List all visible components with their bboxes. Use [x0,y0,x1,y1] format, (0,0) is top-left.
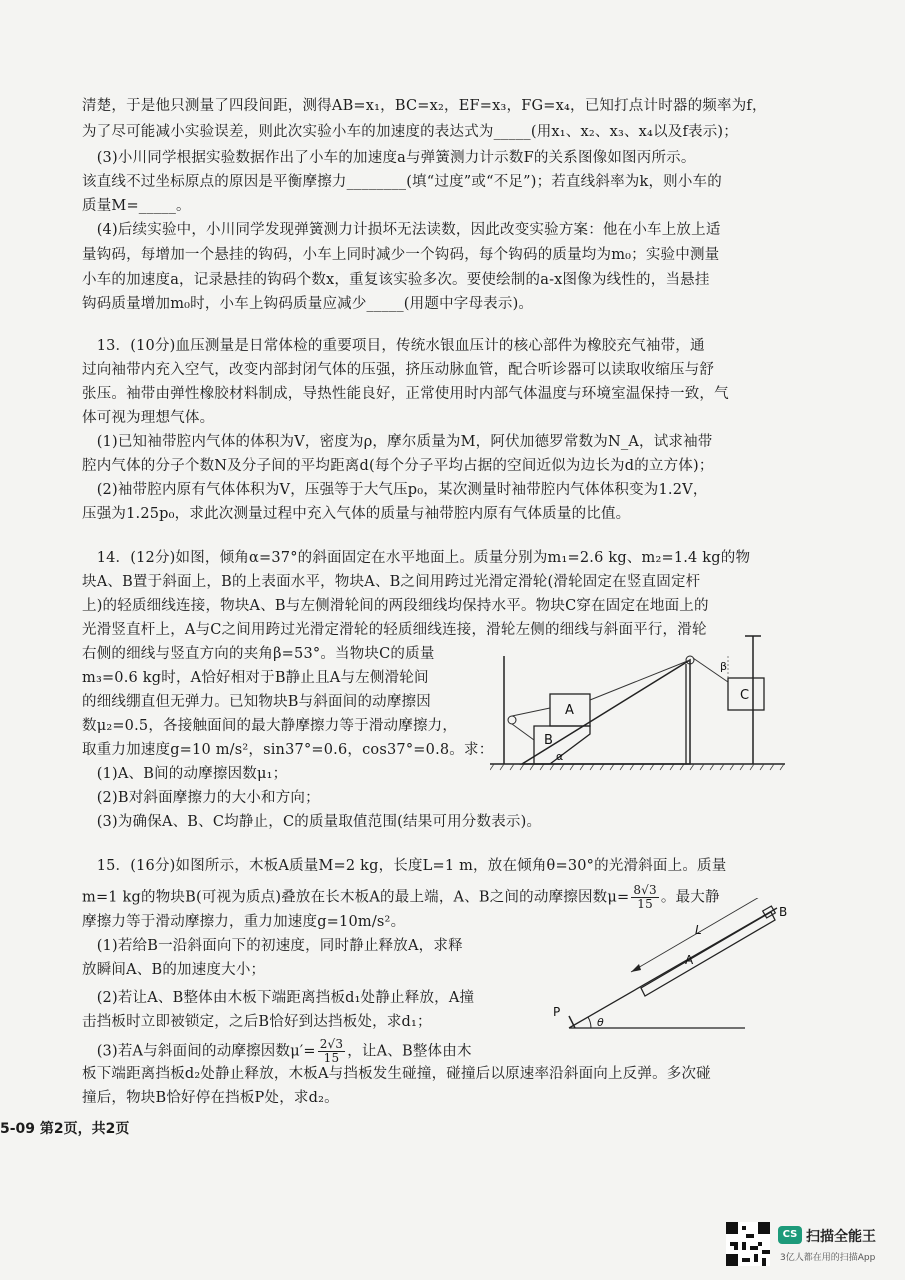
text-line [82,1038,472,1065]
text-line: 的细线绷直但无弹力。已知物块B与斜面间的动摩擦因 [82,694,431,710]
text-line: (2)袖带腔内原有气体体积为V，压强等于大气压p₀，某次测量时袖带腔内气体体积变为1.2V， [82,482,708,498]
text-line: 摩擦力等于滑动摩擦力，重力加速度g=10m/s²。 [82,914,406,930]
string-b [512,724,534,740]
text-line: 15．(16分)如图所示，木板A质量M=2 kg，长度L=1 m，放在倾角θ=30°的光滑斜面上。质量 [82,858,727,874]
label-beta: β [720,660,728,673]
text-line: 块A、B置于斜面上，B的上表面水平，物块A、B之间用跨过光滑定滑轮(滑轮固定在竖直固定杆 [82,574,701,590]
text-segment: 。最大静 [660,889,720,906]
text-segment: (3)若A与斜面间的动摩擦因数μ′= [82,1043,316,1060]
text-line: (1)若给B一沿斜面向下的初速度，同时静止释放A，求释 [82,938,463,954]
string-a [512,708,550,716]
incline [522,660,690,764]
text-line: (1)已知袖带腔内气体的体积为V，密度为ρ，摩尔质量为M，阿伏加德罗常数为N_A，试求袖带 [82,434,713,450]
text-line: (3)小川同学根据实验数据作出了小车的加速度a与弹簧测力计示数F的关系图像如图丙所示。 [82,150,696,166]
page-footer: 5-09 第2页，共2页 [0,1121,130,1137]
qr-code [726,1222,770,1266]
text-line: 张压。袖带由弹性橡胶材料制成，导热性能良好，正常使用时内部气体温度与环境室温保持一致，气 [82,386,729,402]
label-a: A [565,703,574,718]
text-line: 该直线不过坐标原点的原因是平衡摩擦力________(填“过度”或“不足”)；若直线斜率为k，则小车的 [82,174,722,190]
text-line: 上)的轻质细线连接，物块A、B与左侧滑轮间的两段细线均保持水平。物块C穿在固定在地面上的 [82,598,709,614]
left-pulley [508,716,516,724]
text-line: (1)A、B间的动摩擦因数μ₁； [82,766,288,782]
text-line: 放瞬间A、B的加速度大小； [82,962,266,978]
text-line: 质量M=_____。 [82,198,191,214]
text-line: 数μ₂=0.5，各接触面间的最大静摩擦力等于滑动摩擦力， [82,718,458,734]
text-line: 撞后，物块B恰好停在挡板P处，求d₂。 [82,1090,339,1106]
text-segment: ，让A、B整体由木 [347,1043,472,1060]
label-alpha: α [556,750,564,763]
fraction-mu: $\frac{8√3}{15}$ [633,883,657,911]
text-line: 清楚，于是他只测量了四段间距，测得AB=x₁，BC=x₂，EF=x₃，FG=x₄，已知打点计时器的频率为f， [82,98,767,114]
text-line: (2)B对斜面摩擦力的大小和方向； [82,790,320,806]
text-line: (3)为确保A、B、C均静止，C的质量取值范围(结果可用分数表示)。 [82,814,542,830]
camscanner-logo: CS [778,1226,802,1244]
text-line: 13．(10分)血压测量是日常体检的重要项目，传统水银血压计的核心部件为橡胶充气袖带，通 [82,338,705,354]
label-l: L [695,923,702,937]
text-line: 压强为1.25p₀，求此次测量过程中充入气体的质量与袖带腔内原有气体质量的比值。 [82,506,631,522]
fraction-mu-prime: $\frac{2√3}{15}$ [319,1037,344,1065]
text-line: (2)若让A、B整体由木板下端距离挡板d₁处静止释放，A撞 [82,990,475,1006]
label-b: B [544,733,553,748]
label-c: C [740,688,750,703]
text-line: (4)后续实验中，小川同学发现弹簧测力计损坏无法读数，因此改变实验方案：他在小车上放上适 [82,222,721,238]
figure-q15 [545,898,805,1036]
label-p: P [553,1005,561,1019]
text-line: 小车的加速度a，记录悬挂的钩码个数x，重复该实验多次。要使绘制的a-x图像为线性的，当悬挂 [82,272,710,288]
text-line: m₃=0.6 kg时，A恰好相对于B静止且A与左侧滑轮间 [82,670,429,686]
label-a: A [685,953,694,967]
camscanner-name: 扫描全能王 [806,1229,876,1245]
ground-hatch [490,764,784,770]
text-line: 过向袖带内充入空气，改变内部封闭气体的压强，挤压动脉血管，配合听诊器可以读取收缩压与舒 [82,362,715,378]
text-line: 为了尽可能减小实验误差，则此次实验小车的加速度的表达式为_____(用x₁、x₂、x₃、x₄以及f表示)； [82,124,738,140]
text-line: 体可视为理想气体。 [82,410,215,426]
label-b: B [779,905,788,919]
text-segment: m=1 kg的物块B(可视为质点)叠放在长木板A的最上端，A、B之间的动摩擦因数μ= [82,889,630,906]
string-ac [590,660,690,700]
text-line: 腔内气体的分子个数N及分子间的平均距离d(每个分子平均占据的空间近似为边长为d的立方体)； [82,458,714,474]
text-line: 钩码质量增加m₀时，小车上钩码质量应减少_____(用题中字母表示)。 [82,296,534,312]
text-line: 光滑竖直杆上，A与C之间用跨过光滑定滑轮的轻质细线连接，滑轮左侧的细线与斜面平行，滑轮 [82,622,707,638]
text-line: 14．(12分)如图，倾角α=37°的斜面固定在水平地面上。质量分别为m₁=2.6 kg、m₂=1.4 kg的物 [82,550,751,566]
camscanner-tagline: 3亿人都在用的扫描App [780,1253,876,1263]
text-line: 板下端距离挡板d₂处静止释放，木板A与挡板发生碰撞，碰撞后以原速率沿斜面向上反弹。多次碰 [82,1066,711,1082]
text-line: 右侧的细线与竖直方向的夹角β=53°。当物块C的质量 [82,646,435,662]
label-theta: θ [597,1016,604,1029]
theta-arc [588,1017,591,1028]
figure-q14 [490,628,785,778]
text-line: 量钩码，每增加一个悬挂的钩码，小车上同时减少一个钩码，每个钩码的质量均为m₀；实验中测量 [82,247,720,263]
text-line: 击挡板时立即被锁定，之后B恰好到达挡板处，求d₁； [82,1014,432,1030]
text-line: 取重力加速度g=10 m/s²，sin37°=0.6，cos37°=0.8。求： [82,742,494,758]
